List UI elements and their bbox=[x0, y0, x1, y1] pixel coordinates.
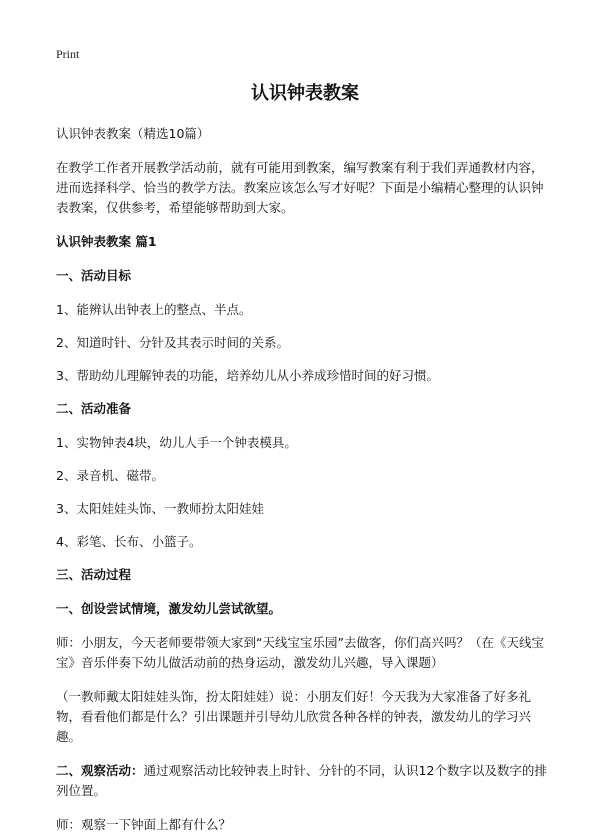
prep-item: 1、实物钟表4块，幼儿人手一个钟表模具。 bbox=[56, 435, 297, 450]
goal-item: 2、知道时针、分针及其表示时间的关系。 bbox=[56, 335, 289, 350]
step2-text: 通过观察活动比较钟表上时针、分针的不同，认识12个数字以及数字的排列位置。 bbox=[56, 763, 547, 798]
prep-item: 3、太阳娃娃头饰、一教师扮太阳娃娃 bbox=[56, 501, 264, 516]
doc-subtitle: 认识钟表教案（精选10篇） bbox=[56, 126, 210, 141]
process-heading: 三、活动过程 bbox=[56, 567, 132, 582]
intro-paragraph: 在教学工作者开展教学活动前，就有可能用到教案，编写教案有利于我们弄通教材内容，进而选择科学、恰当的教学方法。教案应该怎么写才好呢？下面是小编精心整理的认识钟表教案，仅供参考，希望能够帮助到大家。 bbox=[56, 160, 544, 215]
goal-item: 1、能辨认出钟表上的整点、半点。 bbox=[56, 302, 252, 317]
goal-heading: 一、活动目标 bbox=[56, 268, 132, 283]
step2-label: 二、观察活动： bbox=[56, 763, 144, 778]
step1-paragraph: （一教师戴太阳娃娃头饰，扮太阳娃娃）说：小朋友们好！今天我为大家准备了好多礼物，看看他们都是什么？引出课题并引导幼儿欣赏各种各样的钟表，激发幼儿的学习兴趣。 bbox=[56, 689, 532, 744]
section-title: 认识钟表教案 篇1 bbox=[56, 234, 157, 249]
step2-question: 师：观察一下钟面上都有什么？ bbox=[56, 817, 232, 832]
step1-heading: 一、创设尝试情境，激发幼儿尝试欲望。 bbox=[56, 601, 282, 616]
prep-item: 4、彩笔、长布、小篮子。 bbox=[56, 534, 202, 549]
goal-item: 3、帮助幼儿理解钟表的功能，培养幼儿从小养成珍惜时间的好习惯。 bbox=[56, 368, 439, 383]
prep-heading: 二、活动准备 bbox=[56, 401, 132, 416]
print-link[interactable]: Print bbox=[56, 47, 80, 61]
page-title: 认识钟表教案 bbox=[251, 83, 359, 104]
prep-item: 2、录音机、磁带。 bbox=[56, 468, 164, 483]
step2-paragraph bbox=[56, 761, 554, 801]
step1-paragraph: 师：小朋友，今天老师要带领大家到“天线宝宝乐园”去做客，你们高兴吗？（在《天线宝宝》音乐伴奏下幼儿做活动前的热身运动，激发幼儿兴趣，导入课题） bbox=[56, 635, 544, 670]
